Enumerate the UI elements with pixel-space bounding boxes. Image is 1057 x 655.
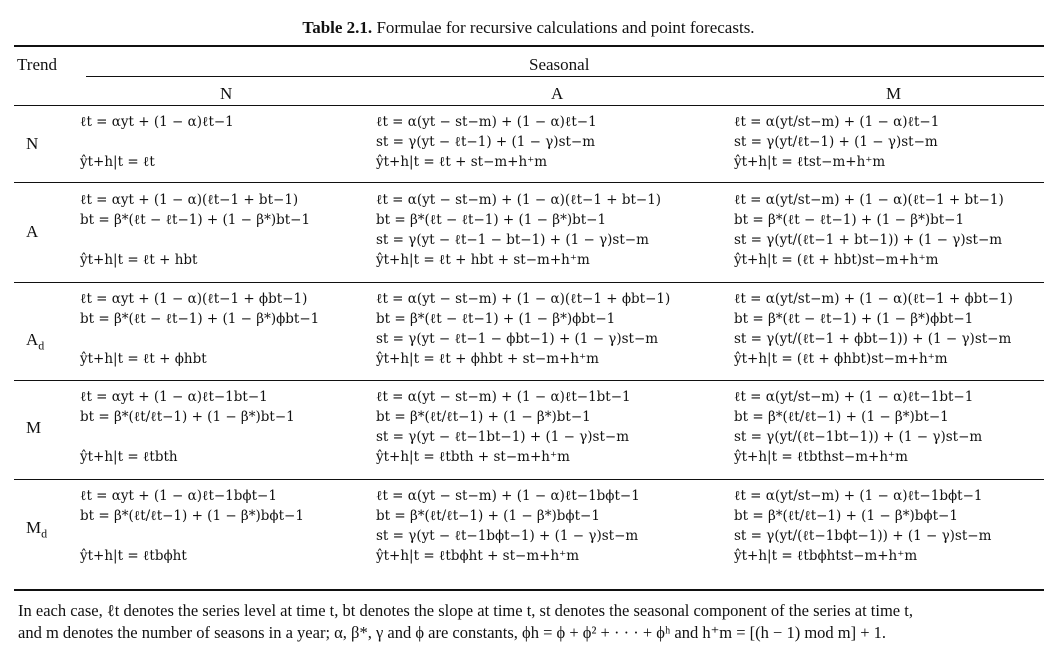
cell-a-m: [734, 190, 1004, 270]
formula-line: ŷt+h|t = ℓt + hbt + st−m+h⁺m: [376, 252, 590, 268]
trend-letter: A: [26, 222, 39, 241]
trend-letter: M: [26, 518, 42, 537]
formula-line: bt = β*(ℓt/ℓt−1) + (1 − β*)bt−1: [80, 409, 295, 425]
trend-letter: N: [26, 134, 39, 153]
formula-line: ℓt = α(yt/st−m) + (1 − α)(ℓt−1 + bt−1): [734, 192, 1004, 208]
formula-line: [80, 427, 295, 447]
formula-line: ℓt = α(yt − st−m) + (1 − α)ℓt−1bϕt−1: [376, 488, 640, 504]
col-header-m: M: [886, 84, 902, 103]
formula-line: bt = β*(ℓt/ℓt−1) + (1 − β*)bt−1: [734, 409, 949, 425]
formula-line: st = γ(yt/(ℓt−1bt−1)) + (1 − γ)st−m: [734, 429, 983, 445]
formula-line: bt = β*(ℓt − ℓt−1) + (1 − β*)ϕbt−1: [734, 311, 974, 327]
formula-line: ℓt = α(yt − st−m) + (1 − α)(ℓt−1 + bt−1): [376, 192, 662, 208]
formula-line: [80, 230, 310, 250]
cell-m-m: [734, 387, 982, 467]
table-footnote: [18, 600, 1048, 644]
footnote-line-2: and m denotes the number of seasons in a year; α, β*, γ and ϕ are constants, ϕh = ϕ + ϕ² + · · · + ϕʰ and h⁺m = [(h − 1) mod m] + 1.: [18, 623, 887, 642]
formula-line: [80, 329, 319, 349]
trend-subscript: d: [41, 526, 48, 541]
formula-line: ℓt = αyt + (1 − α)(ℓt−1 + ϕbt−1): [80, 291, 308, 307]
trend-label-ad: [26, 330, 44, 353]
cell-md-m: [734, 486, 991, 566]
row-divider-a-ad: [14, 282, 1044, 283]
cell-n-m: [734, 112, 939, 172]
bottom-rule: [14, 589, 1044, 591]
formula-line: ℓt = α(yt/st−m) + (1 − α)ℓt−1: [734, 114, 940, 130]
formula-line: ŷt+h|t = ℓt + ϕhbt + st−m+h⁺m: [376, 351, 599, 367]
cell-m-n: [80, 387, 295, 467]
trend-label-a: [26, 222, 38, 242]
formula-line: ℓt = α(yt − st−m) + (1 − α)(ℓt−1 + ϕbt−1): [376, 291, 671, 307]
formula-line: ŷt+h|t = ℓtbϕhtst−m+h⁺m: [734, 548, 918, 564]
formula-line: ℓt = α(yt/st−m) + (1 − α)(ℓt−1 + ϕbt−1): [734, 291, 1013, 307]
cell-ad-a: [376, 289, 670, 369]
trend-letter: A: [26, 330, 39, 349]
footnote-line-1: In each case, ℓt denotes the series level at time t, bt denotes the slope at time t, st denotes the seasonal component of the series at time t,: [18, 601, 913, 620]
formula-line: ŷt+h|t = ℓtbϕht + st−m+h⁺m: [376, 548, 580, 564]
row-divider-n-a: [14, 182, 1044, 183]
formula-line: [80, 526, 304, 546]
formula-line: ŷt+h|t = ℓtbϕht: [80, 548, 187, 564]
trend-label-m: [26, 418, 41, 438]
formula-line: ŷt+h|t = (ℓt + hbt)st−m+h⁺m: [734, 252, 939, 268]
formula-line: ℓt = α(yt/st−m) + (1 − α)ℓt−1bt−1: [734, 389, 974, 405]
formula-line: ŷt+h|t = ℓt + st−m+h⁺m: [376, 154, 548, 170]
col-header-n: N: [220, 84, 233, 103]
trend-subscript: d: [38, 338, 45, 353]
formula-line: ŷt+h|t = ℓtbthst−m+h⁺m: [734, 449, 908, 465]
formula-line: st = γ(yt − ℓt−1bt−1) + (1 − γ)st−m: [376, 429, 629, 445]
formula-line: bt = β*(ℓt/ℓt−1) + (1 − β*)bϕt−1: [376, 508, 600, 524]
formula-line: st = γ(yt/(ℓt−1 + bt−1)) + (1 − γ)st−m: [734, 232, 1003, 248]
formula-line: ℓt = α(yt/st−m) + (1 − α)ℓt−1bϕt−1: [734, 488, 983, 504]
formula-line: ℓt = α(yt − st−m) + (1 − α)ℓt−1: [376, 114, 597, 130]
formula-line: ℓt = αyt + (1 − α)ℓt−1bϕt−1: [80, 488, 277, 504]
cell-md-n: [80, 486, 304, 566]
formula-line: st = γ(yt − ℓt−1) + (1 − γ)st−m: [376, 134, 596, 150]
formula-line: ŷt+h|t = ℓt: [80, 154, 155, 170]
formula-line: bt = β*(ℓt/ℓt−1) + (1 − β*)bt−1: [376, 409, 591, 425]
formula-line: ŷt+h|t = ℓtst−m+h⁺m: [734, 154, 886, 170]
trend-header: Trend: [17, 55, 57, 74]
seasonal-rule: [86, 76, 1044, 77]
trend-label-n: [26, 134, 38, 154]
formula-line: ŷt+h|t = (ℓt + ϕhbt)st−m+h⁺m: [734, 351, 948, 367]
table-caption: [0, 18, 1057, 38]
formula-line: ŷt+h|t = ℓtbth: [80, 449, 178, 465]
cell-n-n: [80, 112, 234, 172]
formula-line: st = γ(yt/(ℓt−1bϕt−1)) + (1 − γ)st−m: [734, 528, 992, 544]
cell-ad-n: [80, 289, 319, 369]
formula-line: ℓt = αyt + (1 − α)(ℓt−1 + bt−1): [80, 192, 299, 208]
formula-line: bt = β*(ℓt − ℓt−1) + (1 − β*)bt−1: [734, 212, 965, 228]
formula-line: bt = β*(ℓt − ℓt−1) + (1 − β*)bt−1: [80, 212, 311, 228]
row-divider-m-md: [14, 479, 1044, 480]
formula-line: ℓt = α(yt − st−m) + (1 − α)ℓt−1bt−1: [376, 389, 631, 405]
formula-line: bt = β*(ℓt − ℓt−1) + (1 − β*)ϕbt−1: [376, 311, 616, 327]
formula-line: st = γ(yt/(ℓt−1 + ϕbt−1)) + (1 − γ)st−m: [734, 331, 1012, 347]
formula-line: ŷt+h|t = ℓtbth + st−m+h⁺m: [376, 449, 570, 465]
cell-a-a: [376, 190, 661, 270]
formula-line: bt = β*(ℓt/ℓt−1) + (1 − β*)bϕt−1: [734, 508, 958, 524]
formula-line: st = γ(yt − ℓt−1 − ϕbt−1) + (1 − γ)st−m: [376, 331, 659, 347]
cell-a-n: [80, 190, 310, 270]
formula-line: st = γ(yt/ℓt−1) + (1 − γ)st−m: [734, 134, 938, 150]
caption-text: Formulae for recursive calculations and point forecasts.: [376, 18, 755, 37]
formula-line: ŷt+h|t = ℓt + hbt: [80, 252, 198, 268]
formula-line: st = γ(yt − ℓt−1bϕt−1) + (1 − γ)st−m: [376, 528, 639, 544]
formula-line: bt = β*(ℓt − ℓt−1) + (1 − β*)bt−1: [376, 212, 607, 228]
header-bottom-rule: [14, 105, 1044, 106]
formula-line: ℓt = αyt + (1 − α)ℓt−1bt−1: [80, 389, 268, 405]
formula-line: ŷt+h|t = ℓt + ϕhbt: [80, 351, 207, 367]
trend-letter: M: [26, 418, 42, 437]
cell-ad-m: [734, 289, 1013, 369]
caption-label: Table 2.1.: [302, 18, 373, 37]
formula-line: st = γ(yt − ℓt−1 − bt−1) + (1 − γ)st−m: [376, 232, 649, 248]
formula-line: bt = β*(ℓt/ℓt−1) + (1 − β*)bϕt−1: [80, 508, 304, 524]
col-header-a: A: [551, 84, 564, 103]
formula-line: ℓt = αyt + (1 − α)ℓt−1: [80, 114, 234, 130]
trend-label-md: [26, 518, 47, 541]
seasonal-header: Seasonal: [529, 55, 590, 74]
cell-md-a: [376, 486, 640, 566]
formula-line: bt = β*(ℓt − ℓt−1) + (1 − β*)ϕbt−1: [80, 311, 320, 327]
cell-m-a: [376, 387, 631, 467]
row-divider-ad-m: [14, 380, 1044, 381]
cell-n-a: [376, 112, 597, 172]
top-rule: [14, 45, 1044, 47]
formula-line: [80, 132, 234, 152]
